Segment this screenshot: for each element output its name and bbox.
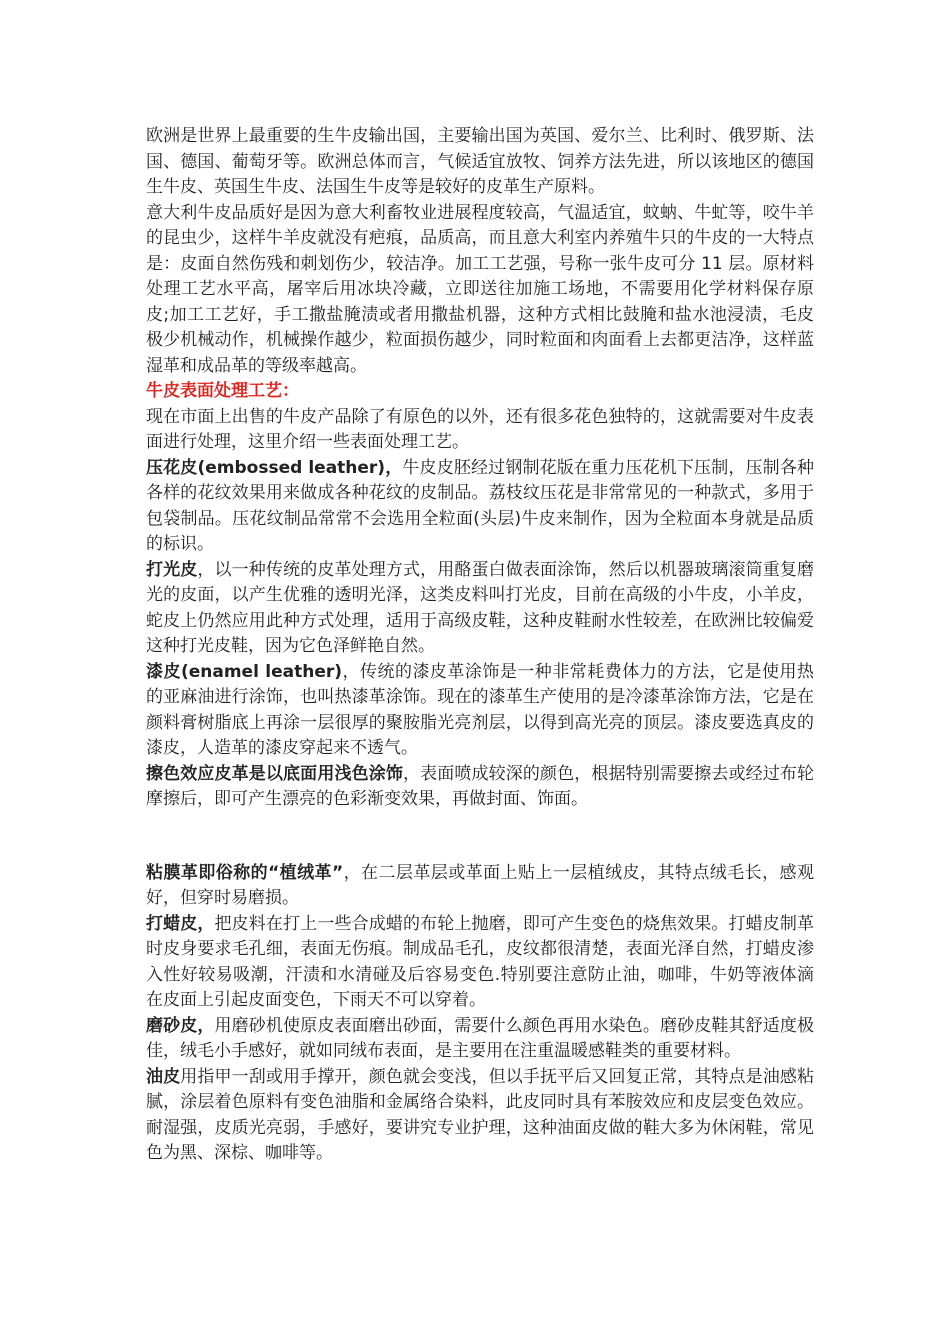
intro-paragraph-europe: 欧洲是世界上最重要的生牛皮输出国，主要输出国为英国、爱尔兰、比利时、俄罗斯、法国、德国、葡萄牙等。欧洲总体而言，气候适宜放牧、饲养方法先进，所以该地区的德国生牛皮、英国生牛皮、法国生牛皮等是较好的皮革生产原料。 (146, 126, 814, 197)
section-intro: 现在市面上出售的牛皮产品除了有原色的以外，还有很多花色独特的，这就需要对牛皮表面进行处理，这里介绍一些表面处理工艺。 (146, 406, 814, 452)
spacer (146, 813, 814, 861)
intro-paragraph-italy: 意大利牛皮品质好是因为意大利畜牧业进展程度较高，气温适宜，蚊蚋、牛虻等，咬牛羊的昆虫少，这样牛羊皮就没有疤痕，品质高，而且意大利室内养殖牛只的牛皮的一大特点是：皮面自然伤残和刺划伤少，较洁净。加工工艺强，号称一张牛皮可分 11 层。原材料处理工艺水平高，屠宰后用冰块冷藏，立即送往加施工场地，不需要用化学材料保存原皮;加工工艺好，手工撒盐腌渍或者用撒盐机器，这种方式相比鼓腌和盐水池浸渍，毛皮极少机械动作，机械操作越少，粒面损伤越少，同时粒面和肉面看上去都更洁净，这样蓝湿革和成品革的等级率越高。 (146, 202, 814, 376)
item-text: ，表面喷成较深的颜色，根据特别需要擦去或经过布轮摩擦后，即可产生漂亮的色彩渐变效果，再做封面、饰面。 (146, 763, 815, 809)
item-nubuck-leather (146, 1014, 814, 1065)
item-text: 牛皮皮胚经过钢制花版在重力压花机下压制，压制各种各样的花纹效果用来做成各种花纹的皮制品。荔枝纹压花是非常常见的一种款式，多用于包袋制品。压花纹制品常常不会选用全粒面(头层)牛皮来制作，因为全粒面本身就是品质的标识。 (146, 457, 814, 554)
item-term: 打光皮 (146, 559, 198, 580)
item-text: ，以一种传统的皮革处理方式，用酪蛋白做表面涂饰，然后以机器玻璃滚筒重复磨光的皮面，以产生优雅的透明光泽，这类皮料叫打光皮，目前在高级的小牛皮，小羊皮，蛇皮上仍然应用此种方式处理，适用于高级皮鞋，这种皮鞋耐水性较差，在欧洲比较偏爱这种打光皮鞋，因为它色泽鲜艳自然。 (146, 559, 815, 656)
item-embossed-leather (146, 456, 814, 558)
item-term: 擦色效应皮革是以底面用浅色涂饰 (146, 763, 403, 784)
item-text: 用指甲一刮或用手撑开，颜色就会变浅，但以手抚平后又回复正常，其特点是油感粘腻，涂层着色原料有变色油脂和金属络合染料，此皮同时具有苯胺效应和皮层变色效应。耐湿强，皮质光亮弱，手感好，要讲究专业护理，这种油面皮做的鞋大多为休闲鞋，常见色为黑、深棕、咖啡等。 (146, 1066, 815, 1163)
item-term: 漆皮(enamel leather) (146, 661, 343, 682)
item-polished-leather (146, 558, 814, 660)
item-waxed-leather (146, 912, 814, 1014)
item-text: ，在二层革层或革面上贴上一层植绒皮，其特点绒毛长，感观好，但穿时易磨损。 (146, 862, 814, 908)
item-term: 磨砂皮， (146, 1015, 215, 1036)
item-term: 油皮 (146, 1066, 181, 1087)
section-heading: 牛皮表面处理工艺： (146, 381, 299, 401)
document-body (146, 124, 814, 1167)
item-text: 用磨砂机使原皮表面磨出砂面，需要什么颜色再用水染色。磨砂皮鞋其舒适度极佳，绒毛小手感好，就如同绒布表面，是主要用在注重温暖感鞋类的重要材料。 (146, 1015, 815, 1061)
item-term: 打蜡皮， (146, 913, 215, 934)
item-rub-off-leather (146, 762, 814, 813)
item-text: ，传统的漆皮革涂饰是一种非常耗费体力的方法，它是使用热的亚麻油进行涂饰，也叫热漆革涂饰。现在的漆革生产使用的是冷漆革涂饰方法，它是在颜料膏树脂底上再涂一层很厚的聚胺脂光亮剂层，以得到高光亮的顶层。漆皮要选真皮的漆皮，人造革的漆皮穿起来不透气。 (146, 661, 814, 758)
item-term: 压花皮(embossed leather)， (146, 457, 403, 478)
item-oil-leather (146, 1065, 814, 1167)
item-enamel-leather (146, 660, 814, 762)
item-term: 粘膜革即俗称的“植绒革” (146, 862, 344, 883)
item-flocked-leather (146, 861, 814, 912)
item-text: 把皮料在打上一些合成蜡的布轮上抛磨，即可产生变色的烧焦效果。打蜡皮制革时皮身要求毛孔细，表面无伤痕。制成品毛孔，皮纹都很清楚，表面光泽自然，打蜡皮渗入性好较易吸潮，汗渍和水清碰及后容易变色.特别要注意防止油，咖啡，牛奶等液体滴在皮面上引起皮面变色，下雨天不可以穿着。 (146, 913, 815, 1010)
